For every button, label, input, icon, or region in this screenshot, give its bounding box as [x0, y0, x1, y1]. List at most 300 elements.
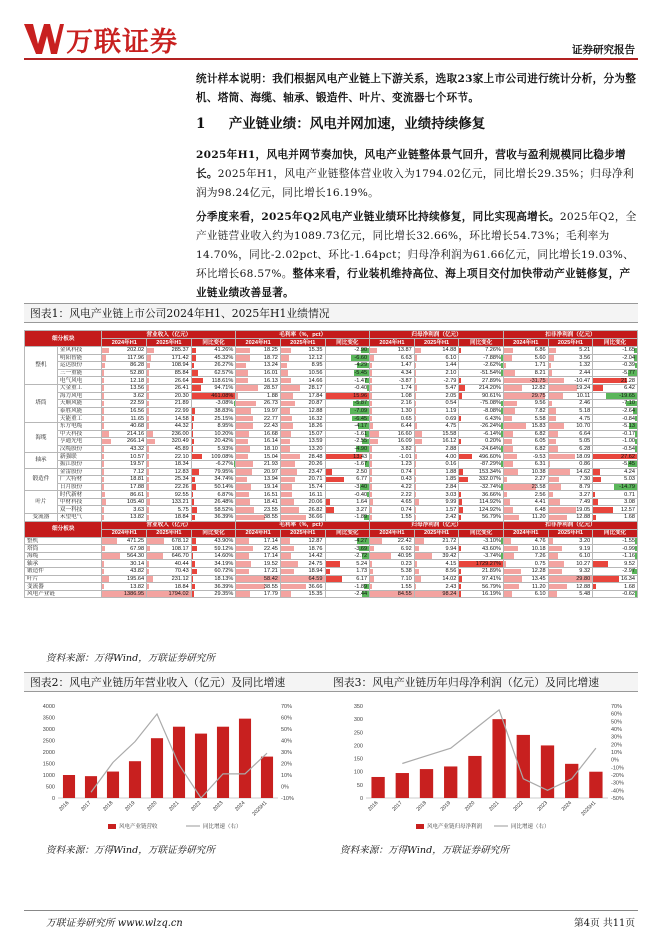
table-cell: 1.57 — [414, 506, 459, 514]
table-cell: 6.63 — [370, 354, 415, 362]
table-cell: 0.43 — [370, 476, 415, 484]
table-cell: 1.73 — [325, 568, 370, 576]
segment-name: 叶片 — [25, 575, 102, 583]
table-cell: 34.19% — [191, 560, 236, 568]
x-tick-label: 2018 — [415, 800, 428, 813]
sub-header: 2024年H1 — [370, 529, 415, 537]
segment-label: 锻造件 — [25, 468, 58, 491]
y-tick-label: 0 — [51, 796, 55, 802]
table-cell: 13.59 — [280, 438, 325, 446]
table-cell: 1.68 — [593, 514, 638, 522]
table-cell: -5.87 — [325, 400, 370, 408]
table-cell: 16.12 — [414, 438, 459, 446]
x-tick-label: 2019 — [124, 800, 137, 813]
x-tick-label: 2020 — [463, 800, 477, 813]
segment-label: 塔筒 — [25, 384, 58, 422]
table-cell: 22.59 — [102, 400, 147, 408]
table-cell: -0.40 — [325, 384, 370, 392]
table-cell: 5.47 — [414, 384, 459, 392]
table-row — [25, 430, 638, 438]
table-cell: 1.44 — [414, 362, 459, 370]
x-tick-label: 2024 — [234, 800, 247, 813]
table-cell: 7.10 — [370, 575, 415, 583]
table-cell: 17.84 — [280, 392, 325, 400]
company-name: 天顺风能 — [57, 400, 102, 408]
table-cell: 14.66 — [280, 377, 325, 385]
table-row — [25, 491, 638, 499]
bar — [261, 757, 273, 798]
y-tick-label: 2500 — [42, 738, 55, 745]
table-cell: 4.41 — [503, 498, 548, 506]
table-cell: 14.88 — [414, 347, 459, 355]
figure3-title: 图表3：风电产业链历年归母净利润（亿元）及同比增速 — [333, 676, 599, 689]
legend-line-label: 同比增速（右） — [511, 824, 550, 830]
table-cell: 117.96 — [102, 354, 147, 362]
table-cell: 3.27 — [325, 506, 370, 514]
segment-name: 锻造件 — [25, 568, 102, 576]
y2-tick-label: 20% — [611, 742, 623, 749]
table-row — [25, 384, 638, 392]
table-cell: 12.18 — [102, 377, 147, 385]
table-cell: 13.43 — [325, 453, 370, 461]
table-cell: 2.43 — [414, 583, 459, 591]
company-name: 日月股份 — [57, 483, 102, 491]
table-cell: 285.37 — [147, 347, 192, 355]
table-cell: 10.57 — [102, 453, 147, 461]
table-cell: 28.57 — [236, 384, 281, 392]
table-cell: 17.88 — [102, 483, 147, 491]
table-cell: 6.17 — [325, 575, 370, 583]
table-cell: 20.71 — [280, 476, 325, 484]
group-header: 归母净利润（亿元） — [370, 331, 504, 339]
table-cell: 1.85 — [414, 476, 459, 484]
table-cell: 27.62 — [593, 453, 638, 461]
table-cell: 26.41 — [147, 384, 192, 392]
table-cell: 11.20 — [503, 514, 548, 522]
y-tick-label: 0 — [359, 796, 363, 802]
bar — [217, 727, 229, 798]
table-cell: -4.29 — [325, 362, 370, 370]
table-cell: 16.32 — [280, 415, 325, 423]
table-cell: 23.58 — [503, 483, 548, 491]
table-cell: 6.43% — [459, 415, 504, 423]
table-cell: 3.82 — [370, 445, 415, 453]
logo-icon — [24, 22, 64, 56]
table-cell: 7.26% — [459, 347, 504, 355]
table-row — [25, 498, 638, 506]
table-cell: 1.55 — [370, 514, 415, 522]
company-name: 禾望电气 — [57, 514, 102, 522]
table-cell: 0.54 — [414, 400, 459, 408]
table-cell: -3.10% — [459, 537, 504, 545]
table-cell: 40.44 — [147, 560, 192, 568]
y2-tick-label: 20% — [281, 761, 293, 768]
table-cell: 332.07% — [459, 476, 504, 484]
table-cell: 1.68 — [593, 583, 638, 591]
sub-header: 2025年H1 — [147, 339, 192, 347]
x-tick-label: 2022 — [190, 800, 203, 813]
table-cell: 84.55 — [370, 590, 415, 598]
table-cell: 26.64 — [147, 377, 192, 385]
table-cell: 18.10 — [236, 445, 281, 453]
table-cell: 10.38 — [503, 468, 548, 476]
company-name: 大金重工 — [57, 384, 102, 392]
table-cell: 564.30 — [102, 552, 147, 560]
table-cell: 1729.27% — [459, 560, 504, 568]
table-cell: -5.77 — [593, 369, 638, 377]
company-name: 中天科技 — [57, 430, 102, 438]
bar — [63, 775, 75, 798]
table-cell: 18.72 — [236, 354, 281, 362]
company-name: 广大特材 — [57, 476, 102, 484]
table-cell: 18.09 — [548, 453, 593, 461]
table-cell: 678.12 — [147, 537, 192, 545]
table-cell: -7.09 — [325, 407, 370, 415]
table-cell: 8.95 — [280, 362, 325, 370]
y-tick-label: 3000 — [42, 727, 55, 733]
table-cell: 7.12 — [102, 468, 147, 476]
table-cell: 43.32 — [102, 445, 147, 453]
table-row — [25, 362, 638, 370]
performance-table — [24, 330, 638, 598]
table-cell: 8.21 — [503, 369, 548, 377]
table-cell: 21.28 — [593, 377, 638, 385]
table-cell: -6.14% — [459, 430, 504, 438]
table-cell: 45.89 — [147, 445, 192, 453]
table-cell: 20.42% — [191, 438, 236, 446]
y2-tick-label: -10% — [611, 765, 624, 772]
table-row — [25, 392, 638, 400]
footer-divider — [24, 910, 638, 911]
table-cell: 8.79 — [548, 483, 593, 491]
x-tick-label: 2024 — [560, 800, 574, 813]
table-cell: 15.35 — [280, 590, 325, 598]
figure3-source: 资料来源：万得Wind，万联证券研究所 — [340, 845, 509, 856]
table-cell: 13.94 — [236, 476, 281, 484]
table-cell: 2.10 — [414, 369, 459, 377]
table-cell: -5.45 — [325, 369, 370, 377]
table-cell: 16.13 — [236, 377, 281, 385]
table-cell: 43.90% — [191, 537, 236, 545]
table-cell: -1.01 — [370, 453, 415, 461]
table-cell: 9.99 — [414, 498, 459, 506]
table-cell: 5.18 — [548, 407, 593, 415]
sub-header: 2024年H1 — [236, 339, 281, 347]
x-tick-label: 2017 — [391, 800, 404, 813]
table-cell: 5.05 — [548, 438, 593, 446]
y2-tick-label: 10% — [611, 750, 623, 756]
sub-header: 2024年H1 — [102, 339, 147, 347]
segment-name: 整机 — [25, 537, 102, 545]
y-tick-label: 1000 — [42, 773, 55, 779]
figure23-title-bar — [24, 672, 638, 692]
page-number: 第4页 共11页 — [573, 918, 635, 929]
table-cell: 12.28 — [503, 568, 548, 576]
table-cell: 70.43 — [147, 568, 192, 576]
table-cell: 1.23 — [370, 460, 415, 468]
table-cell: 23.55 — [236, 506, 281, 514]
table-cell: -3.40 — [325, 483, 370, 491]
table-cell: 10.56 — [280, 369, 325, 377]
table-cell: 36.66 — [280, 514, 325, 522]
y2-tick-label: 30% — [611, 734, 623, 741]
section-title — [196, 112, 485, 132]
segment-label: 叶片 — [25, 491, 58, 514]
table-cell: 25.15% — [191, 415, 236, 423]
table-cell: 19.52 — [236, 560, 281, 568]
table-cell: -0.54 — [593, 445, 638, 453]
table-cell: -0.40 — [325, 491, 370, 499]
table-cell: 14.60% — [191, 552, 236, 560]
table-cell: 85.84 — [147, 369, 192, 377]
table-cell: 8.56 — [414, 568, 459, 576]
table-cell: 12.87 — [280, 537, 325, 545]
company-name: 明阳智能 — [57, 354, 102, 362]
table-cell: -3.74% — [459, 552, 504, 560]
table-cell: 1.74 — [370, 384, 415, 392]
group-header: 营业收入（亿元） — [102, 521, 236, 529]
table-cell: 21.72 — [414, 537, 459, 545]
table-cell: 26.73 — [236, 400, 281, 408]
table-cell: 86.28 — [102, 362, 147, 370]
table-cell: 2.05 — [414, 392, 459, 400]
table-cell: 38.55 — [236, 583, 281, 591]
x-tick-label: 2023 — [212, 800, 225, 813]
table-cell: 496.60% — [459, 453, 504, 461]
table-row — [25, 537, 638, 545]
table-row — [25, 583, 638, 591]
table-cell: 64.59 — [280, 575, 325, 583]
table-cell: 1.08 — [370, 392, 415, 400]
legend-line-label: 同比增速（右） — [203, 824, 242, 830]
table-row — [25, 369, 638, 377]
table-cell: 97.41% — [459, 575, 504, 583]
table-cell: 17.79 — [236, 590, 281, 598]
table-cell: -2.72 — [325, 552, 370, 560]
company-name: 东方电缆 — [57, 422, 102, 430]
table-row — [25, 560, 638, 568]
table-cell: 6.10 — [503, 590, 548, 598]
table-cell: -7.10 — [593, 400, 638, 408]
table-cell: 4.24 — [593, 468, 638, 476]
table-cell: -3.08% — [191, 400, 236, 408]
table-cell: 3.56 — [548, 354, 593, 362]
table-cell: 6.86 — [503, 347, 548, 355]
table-cell: 2.22 — [370, 491, 415, 499]
table-cell: 5.38 — [370, 568, 415, 576]
table-cell: 43.60% — [459, 545, 504, 553]
y-tick-label: 350 — [353, 704, 363, 710]
table-cell: 9.94 — [414, 545, 459, 553]
table-row — [25, 400, 638, 408]
table-cell: 8.95% — [191, 422, 236, 430]
bar — [151, 738, 163, 798]
figure2-title: 图表2：风电产业链历年营业收入（亿元）及同比增速 — [30, 676, 286, 689]
segment-label: 海缆 — [25, 422, 58, 452]
y-tick-label: 2000 — [42, 750, 55, 756]
x-tick-label: 2020 — [146, 800, 159, 813]
table-cell: 124.92% — [459, 506, 504, 514]
bar — [420, 769, 433, 798]
table-cell: 3.63 — [102, 506, 147, 514]
table-cell: 52.80 — [102, 369, 147, 377]
figure1-source: 资料来源：万得Wind，万联证券研究所 — [46, 653, 215, 664]
table-cell: 1.71 — [503, 362, 548, 370]
table-row — [25, 552, 638, 560]
table-cell: 15.74 — [280, 483, 325, 491]
table-cell: 19.97 — [236, 407, 281, 415]
legend-bar-label: 风电产业链营收 — [119, 824, 158, 830]
table-cell: 0.74 — [370, 468, 415, 476]
table-cell: 22.77 — [236, 415, 281, 423]
table-cell: 5.24 — [325, 560, 370, 568]
table-row — [25, 476, 638, 484]
table-cell: 40.68 — [102, 422, 147, 430]
table-cell: 2.16 — [370, 400, 415, 408]
table-cell: 214.16 — [102, 430, 147, 438]
company-name: 三一重能 — [57, 369, 102, 377]
table-cell: 12.83 — [147, 468, 192, 476]
table-cell: 195.64 — [102, 575, 147, 583]
table-cell: 0.20% — [459, 438, 504, 446]
table-cell: -1.55 — [593, 537, 638, 545]
table-cell: 7.49 — [548, 498, 593, 506]
legend-bar-label: 风电产业链归母净利润 — [427, 824, 483, 830]
table-cell: 2.42 — [414, 514, 459, 522]
table-cell: 1386.95 — [102, 590, 147, 598]
table-cell: 17.21 — [236, 568, 281, 576]
table-cell: 44.32 — [147, 422, 192, 430]
company-name: 新强联 — [57, 453, 102, 461]
section-title-text: 产业链业绩：风电并网加速，业绩持续修复 — [228, 116, 486, 132]
table-cell: 1.47 — [370, 362, 415, 370]
segment-name: 风电产业链 — [25, 590, 102, 598]
sub-header: 2024年H1 — [102, 529, 147, 537]
y2-tick-label: 0% — [611, 757, 619, 764]
table-cell: 114.92% — [459, 498, 504, 506]
table-cell: 12.88 — [548, 514, 593, 522]
table-cell: -2.62% — [459, 362, 504, 370]
x-tick-label: 2023 — [536, 800, 549, 813]
segment-label: 整机 — [25, 347, 58, 385]
table-row — [25, 377, 638, 385]
table-cell: 11.65 — [102, 415, 147, 423]
sub-header: 同比变化 — [593, 529, 638, 537]
group-header: 扣非净利润（亿元） — [503, 521, 637, 529]
legend-bar-swatch — [416, 824, 424, 829]
paragraph-1-body: 2025年H1，风电产业链整体营业收入为1794.02亿元，同比增长29.35%；归母净利润为98.24亿元，同比增长16.19%。 — [196, 168, 634, 199]
table-cell: -1.47 — [325, 377, 370, 385]
company-name: 泰胜风能 — [57, 407, 102, 415]
table-row — [25, 453, 638, 461]
table-cell: 3.03 — [414, 491, 459, 499]
table-cell: 50.14% — [191, 483, 236, 491]
table-cell: -4.90 — [325, 445, 370, 453]
table-cell: 171.42 — [147, 354, 192, 362]
table-cell: 10.11 — [548, 392, 593, 400]
table-cell: 3.27 — [548, 491, 593, 499]
table-cell: 30.14 — [102, 560, 147, 568]
table-cell: 29.75 — [503, 392, 548, 400]
bar — [444, 766, 457, 798]
y-tick-label: 250 — [353, 730, 363, 737]
table-cell: -51.54% — [459, 369, 504, 377]
segment-name: 变流器 — [25, 583, 102, 591]
table-cell: 2.44 — [548, 369, 593, 377]
group-header: 营业收入（亿元） — [102, 331, 236, 339]
table-cell: 45.32% — [191, 354, 236, 362]
figure1-title: 图表1：风电产业链上市公司2024年H1、2025年H1业绩情况 — [30, 307, 330, 320]
table-cell: 6.77 — [325, 476, 370, 484]
table-cell: 22.99 — [147, 407, 192, 415]
table-cell: 16.68 — [236, 430, 281, 438]
table-cell: 29.35% — [191, 590, 236, 598]
table-cell: 10.27 — [548, 560, 593, 568]
table-cell: -0.99 — [593, 545, 638, 553]
table-cell: 27.89% — [459, 377, 504, 385]
y2-tick-label: 0% — [281, 784, 289, 791]
x-tick-label: 2018 — [102, 800, 115, 813]
table-cell: 18.84 — [147, 514, 192, 522]
table-header: 细分板块 — [25, 331, 102, 347]
report-type: 证券研究报告 — [572, 44, 635, 56]
table-cell: 58.52% — [191, 506, 236, 514]
table-cell: 118.61% — [191, 377, 236, 385]
table-row — [25, 514, 638, 522]
bar — [492, 719, 505, 798]
table-row — [25, 568, 638, 576]
table-row — [25, 407, 638, 415]
table-cell: -2.04 — [593, 354, 638, 362]
table-cell: 36.39% — [191, 583, 236, 591]
table-cell: 2.56 — [503, 491, 548, 499]
table-cell: 21.89 — [147, 400, 192, 408]
table-cell: 471.25 — [102, 537, 147, 545]
table-cell: 36.39% — [191, 514, 236, 522]
table-row — [25, 575, 638, 583]
y-tick-label: 4000 — [42, 704, 55, 710]
table-cell: 15.58 — [414, 430, 459, 438]
table-cell: -1.67 — [325, 460, 370, 468]
table-cell: 231.12 — [147, 575, 192, 583]
table-cell: -14.79 — [593, 483, 638, 491]
table-cell: 21.89% — [459, 568, 504, 576]
segment-label: 轴承 — [25, 453, 58, 468]
sub-header: 同比变化 — [459, 339, 504, 347]
table-cell: -9.53 — [503, 453, 548, 461]
table-cell: -87.29% — [459, 460, 504, 468]
footer-left: 万联证券研究所 www.wlzq.cn — [46, 918, 183, 929]
x-tick-label: 2021 — [168, 800, 181, 813]
table-cell: 0.86 — [548, 460, 593, 468]
table-cell: 6.87% — [191, 491, 236, 499]
sub-header: 2025年H1 — [414, 529, 459, 537]
table-cell: 5.21 — [548, 347, 593, 355]
bar — [468, 756, 481, 798]
table-cell: -4.17 — [325, 422, 370, 430]
paragraph-1-lead: 2025年H1，风电并网节奏加快，风电产业链整体景气回升，营收与盈利规模同比稳步增长。 — [196, 149, 626, 180]
sub-header: 2025年H1 — [548, 339, 593, 347]
y2-tick-label: -30% — [611, 780, 624, 787]
group-header: 扣非净利润（亿元） — [503, 331, 637, 339]
table-row — [25, 422, 638, 430]
table-cell: 0.69 — [414, 415, 459, 423]
table-cell: 2.27 — [503, 476, 548, 484]
table-row — [25, 438, 638, 446]
table-cell: 34.74% — [191, 476, 236, 484]
table-cell: 0.16 — [414, 460, 459, 468]
table-cell: 14.62 — [548, 468, 593, 476]
